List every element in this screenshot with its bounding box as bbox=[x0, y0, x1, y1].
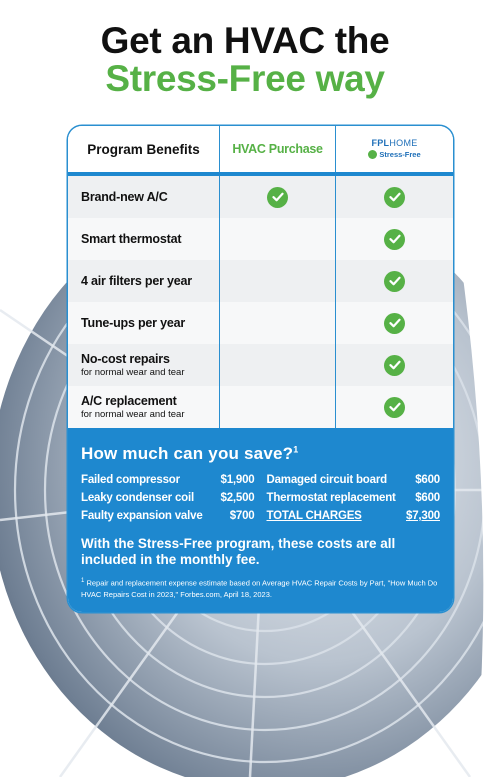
savings-title: How much can you save?$^1$ bbox=[81, 444, 299, 463]
header-program-benefits: Program Benefits bbox=[68, 126, 220, 172]
purchase-cell bbox=[220, 344, 336, 386]
check-circle-icon bbox=[384, 229, 405, 250]
headline bbox=[0, 0, 490, 130]
headline-line-2: Stress-Free way bbox=[105, 58, 385, 99]
purchase-cell bbox=[220, 386, 336, 428]
stressfree-cell bbox=[336, 344, 453, 386]
footnote: $^1$ Repair and replacement expense estimate based on Average HVAC Repair Costs by Part, "How Much Do HVAC Repairs Cost in 2023," Forbes.com, April 18, 2023. bbox=[81, 578, 438, 599]
cost-amount: $600 bbox=[415, 474, 440, 486]
benefit-label bbox=[68, 302, 220, 344]
total-charges-line bbox=[267, 510, 441, 522]
benefit-label bbox=[68, 218, 220, 260]
cost-amount: $700 bbox=[229, 510, 255, 522]
benefit-name: No-cost repairs bbox=[81, 352, 170, 366]
benefit-name: Brand-new A/C bbox=[81, 190, 168, 204]
benefit-subtext: for normal wear and tear bbox=[81, 409, 185, 420]
benefit-name: Smart thermostat bbox=[81, 232, 182, 246]
cost-line bbox=[267, 492, 441, 504]
stressfree-cell bbox=[336, 176, 453, 218]
table-row bbox=[68, 218, 453, 260]
cost-column-right bbox=[267, 474, 441, 522]
purchase-cell bbox=[220, 260, 336, 302]
table-row bbox=[68, 302, 453, 344]
stressfree-cell bbox=[336, 260, 453, 302]
purchase-cell bbox=[220, 218, 336, 260]
cost-amount: $1,900 bbox=[220, 474, 255, 486]
benefit-label bbox=[68, 176, 220, 218]
table-row bbox=[68, 176, 453, 218]
comparison-card bbox=[68, 126, 453, 612]
cost-column-left bbox=[81, 474, 255, 522]
stressfree-cell bbox=[336, 386, 453, 428]
check-circle-icon bbox=[384, 397, 405, 418]
cost-item: Leaky condenser coil bbox=[81, 492, 194, 504]
brand-fpl: FPL bbox=[371, 137, 390, 148]
brand-stress-free: Stress-Free bbox=[379, 149, 421, 159]
cost-line bbox=[267, 474, 441, 486]
table-body bbox=[68, 176, 453, 428]
cost-item: Failed compressor bbox=[81, 474, 180, 486]
fpl-home-wordmark bbox=[371, 139, 417, 148]
benefit-label bbox=[68, 344, 220, 386]
savings-note: With the Stress-Free program, these costs are all included in the monthly fee. bbox=[81, 536, 396, 567]
benefit-label bbox=[68, 260, 220, 302]
cost-amount: $7,300 bbox=[406, 510, 440, 522]
table-row bbox=[68, 344, 453, 386]
cost-item: TOTAL CHARGES bbox=[266, 510, 362, 522]
check-circle-icon bbox=[384, 355, 405, 376]
check-circle-icon bbox=[384, 313, 405, 334]
benefit-name: Tune-ups per year bbox=[81, 316, 186, 330]
cost-amount: $600 bbox=[415, 492, 440, 504]
stressfree-cell bbox=[336, 218, 453, 260]
benefit-subtext: for normal wear and tear bbox=[81, 367, 185, 378]
header-hvac-purchase: HVAC Purchase bbox=[220, 126, 336, 172]
benefit-name: 4 air filters per year bbox=[81, 274, 192, 288]
check-circle-icon bbox=[384, 187, 405, 208]
check-circle-icon bbox=[384, 271, 405, 292]
cost-amount: $2,500 bbox=[220, 492, 255, 504]
purchase-cell bbox=[220, 302, 336, 344]
stress-free-wordmark bbox=[368, 150, 420, 159]
cost-line bbox=[81, 510, 255, 522]
benefit-name: A/C replacement bbox=[81, 394, 177, 408]
cost-line bbox=[81, 492, 255, 504]
table-header bbox=[68, 126, 453, 176]
stress-free-logo-icon bbox=[368, 150, 377, 159]
purchase-cell bbox=[220, 176, 336, 218]
stressfree-cell bbox=[336, 302, 453, 344]
cost-grid bbox=[81, 474, 440, 522]
table-row bbox=[68, 260, 453, 302]
cost-item: Thermostat replacement bbox=[266, 492, 396, 504]
cost-item: Damaged circuit board bbox=[266, 474, 387, 486]
brand-home: HOME bbox=[389, 137, 418, 148]
benefit-label bbox=[68, 386, 220, 428]
cost-item: Faulty expansion valve bbox=[81, 510, 203, 522]
check-circle-icon bbox=[267, 187, 288, 208]
cost-line bbox=[81, 474, 255, 486]
table-row bbox=[68, 386, 453, 428]
savings-panel bbox=[68, 428, 453, 612]
headline-line-1: Get an HVAC the bbox=[100, 20, 390, 61]
header-fpl-home-logo bbox=[336, 126, 453, 172]
